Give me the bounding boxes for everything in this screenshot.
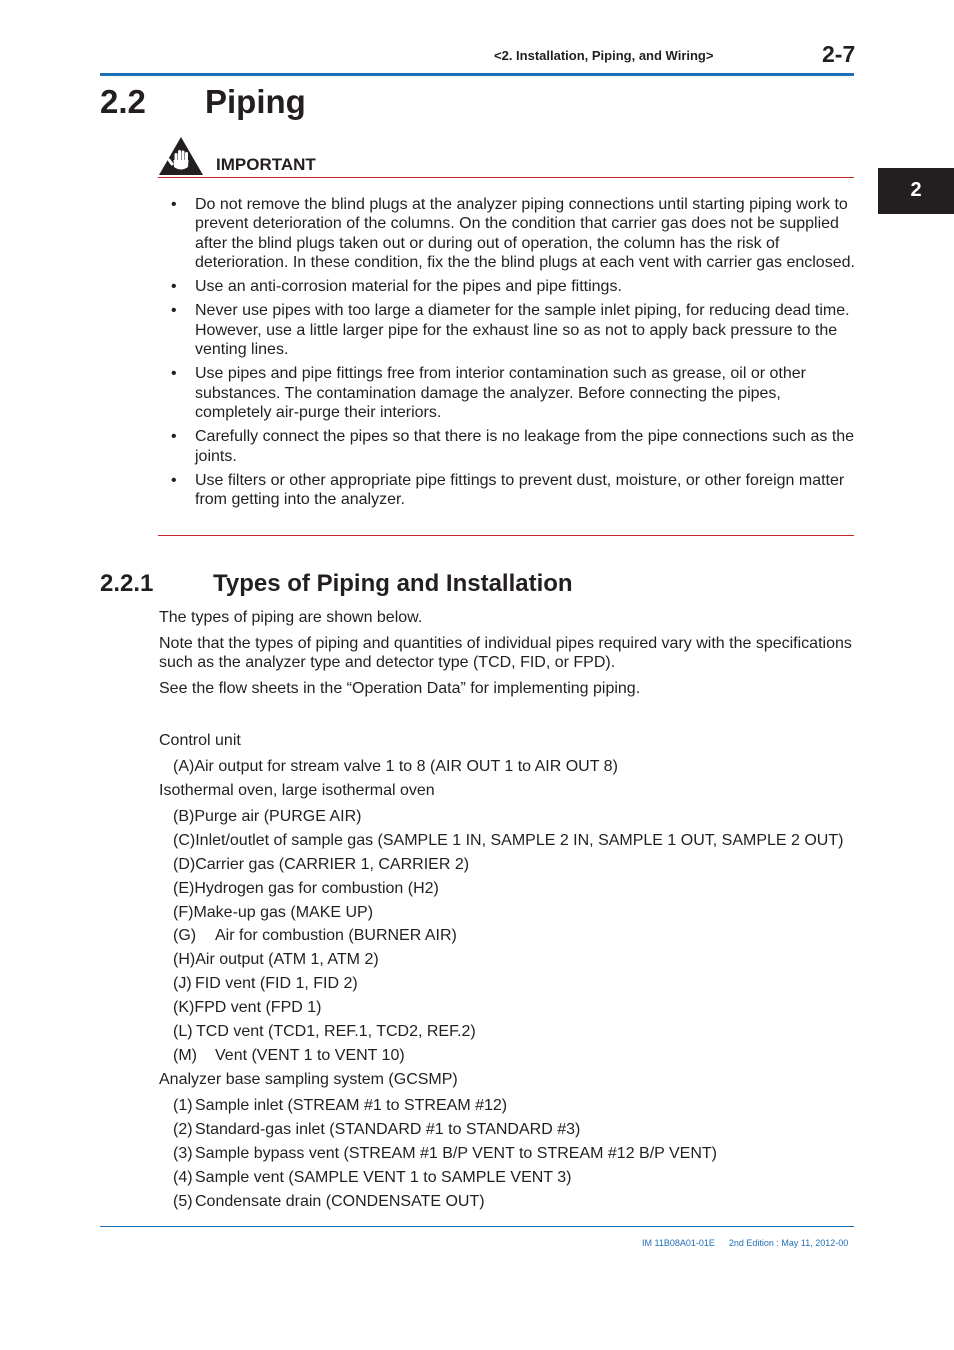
- footer: [642, 1238, 848, 1248]
- group-heading: Analyzer base sampling system (GCSMP): [159, 1071, 458, 1088]
- intro-paragraph: Note that the types of piping and quantities of individual pipes required vary with the specifications such as the analyzer type and detector type (TCD, FID, or FPD).: [159, 635, 852, 672]
- piping-item: (K)FPD vent (FPD 1): [173, 999, 322, 1016]
- important-bottom-rule: [158, 535, 854, 536]
- piping-item: (4) Sample vent (SAMPLE VENT 1 to SAMPLE VENT 3): [173, 1169, 572, 1186]
- doc-id: IM 11B08A01-01E: [642, 1238, 715, 1248]
- piping-item: (H)Air output (ATM 1, ATM 2): [173, 951, 379, 968]
- footer-rule: [100, 1226, 854, 1227]
- important-top-rule: [158, 177, 854, 178]
- intro-paragraph: The types of piping are shown below.: [159, 609, 423, 626]
- piping-item: (L) TCD vent (TCD1, REF.1, TCD2, REF.2): [173, 1023, 476, 1040]
- piping-item: (2) Standard-gas inlet (STANDARD #1 to STANDARD #3): [173, 1121, 581, 1138]
- header-rule: [100, 73, 854, 76]
- section-number: 2.2: [100, 83, 146, 120]
- intro-paragraph: See the flow sheets in the “Operation Data” for implementing piping.: [159, 680, 641, 697]
- piping-item: (J) FID vent (FID 1, FID 2): [173, 975, 358, 992]
- list-item: • Use filters or other appropriate pipe fittings to prevent dust, moisture, or other foreign matter from getting into the analyzer.: [171, 471, 845, 509]
- piping-item: (D)Carrier gas (CARRIER 1, CARRIER 2): [173, 856, 470, 873]
- piping-item: (5) Condensate drain (CONDENSATE OUT): [173, 1193, 485, 1210]
- group-heading: Control unit: [159, 732, 241, 749]
- piping-item: (E)Hydrogen gas for combustion (H2): [173, 880, 439, 897]
- important-label: IMPORTANT: [216, 155, 316, 174]
- chapter-tab: 2: [878, 168, 954, 214]
- subsection-number: 2.2.1: [100, 570, 154, 597]
- warning-hand-icon: [158, 136, 204, 181]
- piping-item: (F)Make-up gas (MAKE UP): [173, 904, 374, 921]
- list-item: • Use pipes and pipe fittings free from interior contamination such as grease, oil or other substances. The contamination damage the analyzer. Before connecting the pipes, completely air-purge their interiors.: [171, 365, 806, 421]
- running-header: <2. Installation, Piping, and Wiring>: [494, 48, 714, 63]
- list-item: • Never use pipes with too large a diameter for the sample inlet piping, for reducing dead time. However, use a little larger pipe for the exhaust line so as not to apply back pressure to the venting lines.: [171, 302, 850, 359]
- page-number: 2-7: [822, 41, 856, 67]
- piping-item: (1) Sample inlet (STREAM #1 to STREAM #12): [173, 1097, 508, 1114]
- section-title: Piping: [205, 83, 306, 120]
- list-item: • Use an anti-corrosion material for the pipes and pipe fittings.: [171, 278, 622, 296]
- subsection-title: Types of Piping and Installation: [213, 570, 573, 597]
- edition-date: 2nd Edition : May 11, 2012-00: [728, 1238, 849, 1248]
- piping-item: (3) Sample bypass vent (STREAM #1 B/P VENT to STREAM #12 B/P VENT): [173, 1145, 717, 1162]
- important-bullet-list: [158, 195, 858, 514]
- piping-item: (A)Air output for stream valve 1 to 8 (AIR OUT 1 to AIR OUT 8): [173, 758, 618, 775]
- piping-item: (C)Inlet/outlet of sample gas (SAMPLE 1 IN, SAMPLE 2 IN, SAMPLE 1 OUT, SAMPLE 2 OUT): [173, 832, 844, 849]
- group-heading: Isothermal oven, large isothermal oven: [159, 782, 435, 799]
- piping-item: (G) Air for combustion (BURNER AIR): [173, 927, 457, 944]
- list-item: • Carefully connect the pipes so that there is no leakage from the pipe connections such as the joints.: [171, 428, 855, 465]
- list-item: • Do not remove the blind plugs at the analyzer piping connections until starting piping work to prevent deterioration of the columns. On the condition that carrier gas does not be supplied after the blind plugs taken out or during out of operation, the column has the risk of deterioration. In these condition, fix the the blind plugs at each vent with carrier gas enclosed.: [171, 196, 855, 271]
- piping-item: (M) Vent (VENT 1 to VENT 10): [173, 1047, 405, 1064]
- piping-item: (B)Purge air (PURGE AIR): [173, 808, 362, 825]
